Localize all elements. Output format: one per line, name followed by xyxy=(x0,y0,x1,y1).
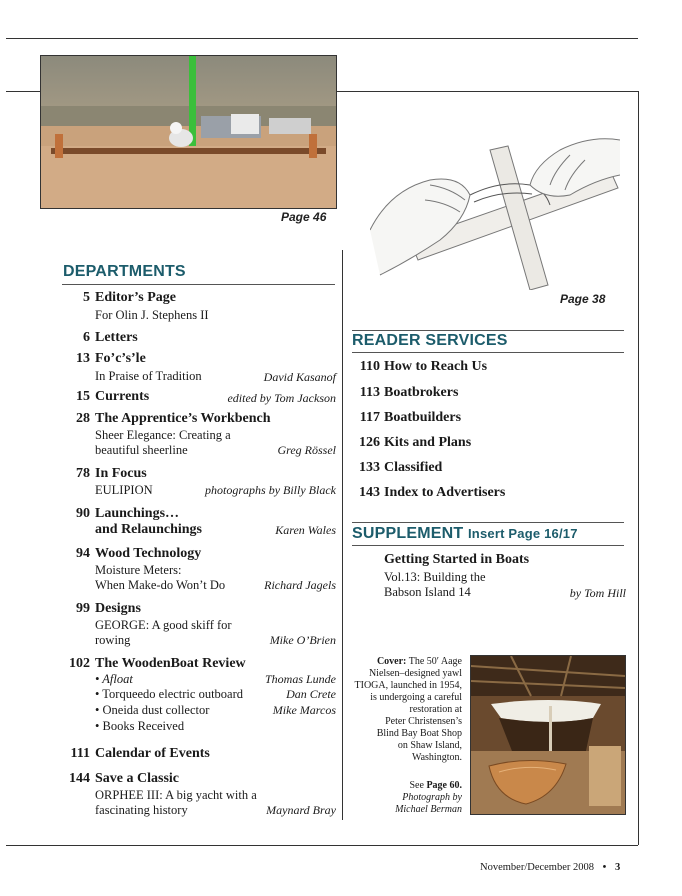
page-number: 94 xyxy=(76,546,90,561)
page-number: 126 xyxy=(359,435,380,450)
page-number: 15 xyxy=(76,389,90,404)
supplement-heading xyxy=(352,525,578,543)
review-item: • Oneida dust collector xyxy=(95,703,210,717)
review-item: • Afloat xyxy=(95,672,133,686)
cover-photo xyxy=(470,655,626,815)
entry-author: David Kasanof xyxy=(263,370,336,384)
review-author: Thomas Lunde xyxy=(264,672,336,686)
column-divider xyxy=(342,250,343,820)
cover-credit: Photograph by xyxy=(402,792,462,803)
page-number: 90 xyxy=(76,506,90,521)
frame-right-rule xyxy=(638,91,639,845)
page-number: 13 xyxy=(76,351,90,366)
review-item: • Torqueedo electric outboard xyxy=(95,687,244,701)
departments-list xyxy=(60,0,340,896)
page-number: 143 xyxy=(359,485,380,500)
cover-label: Cover: xyxy=(376,656,407,667)
supplement-entry[interactable] xyxy=(384,552,626,602)
entry-title: Calendar of Events xyxy=(95,746,210,761)
cover-see-page xyxy=(350,780,462,816)
supplement-insert-page: Insert Page 16/17 xyxy=(468,526,578,541)
cover-caption-line: is undergoing a careful xyxy=(370,692,462,703)
page-number: 110 xyxy=(359,359,380,374)
entry-title: Editor’s Page xyxy=(95,290,176,305)
entry-author: Richard Jagels xyxy=(264,578,336,592)
supplement-label: SUPPLEMENT xyxy=(352,525,464,542)
entry-title: Designs xyxy=(95,601,141,616)
page-number: 5 xyxy=(83,290,90,305)
entry-subtitle: Vol.13: Building the xyxy=(384,570,486,584)
entry-title: Wood Technology xyxy=(95,546,202,561)
cover-caption-line: Nielsen–designed yawl xyxy=(368,668,462,679)
entry-subtitle: ORPHEE III: A big yacht with a xyxy=(95,788,257,802)
entry-title: Boatbuilders xyxy=(384,410,462,425)
cover-caption-line: restoration at xyxy=(409,704,462,715)
cover-see: See xyxy=(409,780,424,791)
entry-subtitle: Sheer Elegance: Creating a xyxy=(95,428,231,442)
entry-author: photographs by Billy Black xyxy=(205,483,336,497)
entry-title-line2: and Relaunchings xyxy=(95,522,202,537)
page-number: 111 xyxy=(70,746,90,761)
entry-subtitle: Moisture Meters: xyxy=(95,563,182,577)
entry-title: In Focus xyxy=(95,466,147,481)
cover-see-page-ref: Page 60. xyxy=(426,780,462,791)
page-number-footer: 3 xyxy=(614,862,621,873)
entry-title: How to Reach Us xyxy=(384,359,488,374)
entry-subtitle-line2: Babson Island 14 xyxy=(384,585,471,599)
page-number: 144 xyxy=(69,771,90,786)
footer-bullet: • xyxy=(602,862,607,873)
cover-caption-line: TIOGA, launched in 1954, xyxy=(354,680,462,691)
page-number: 78 xyxy=(76,466,90,481)
entry-title: Getting Started in Boats xyxy=(384,552,530,567)
issue-date: November/December 2008 xyxy=(480,862,594,873)
entry-title: Index to Advertisers xyxy=(384,485,506,500)
cover-see-line xyxy=(350,780,462,792)
entry-author: by Tom Hill xyxy=(569,586,626,600)
entry-subtitle-line2: When Make-do Won’t Do xyxy=(95,578,226,592)
review-author: Mike Marcos xyxy=(272,703,336,717)
entry-author: Greg Rössel xyxy=(277,443,336,457)
sketch-page-caption: Page 38 xyxy=(560,292,606,306)
entry-title: Kits and Plans xyxy=(384,435,472,450)
review-author: Dan Crete xyxy=(286,687,336,701)
page-number: 99 xyxy=(76,601,90,616)
entry-subtitle-line2: beautiful sheerline xyxy=(95,443,188,457)
cover-caption-text: The 50′ Aage xyxy=(408,656,462,667)
landsailer-page-caption: Page 46 xyxy=(281,210,327,224)
cover-caption xyxy=(350,656,462,764)
cover-caption-line xyxy=(350,656,462,668)
page-number: 117 xyxy=(359,410,380,425)
page-number: 113 xyxy=(359,385,380,400)
cover-credit-name: Michael Berman xyxy=(395,804,462,815)
entry-subtitle-line2: fascinating history xyxy=(95,803,188,817)
entry-title: Fo’c’s’le xyxy=(95,351,146,366)
cover-caption-line: Washington. xyxy=(411,752,462,763)
entry-subtitle-line2: rowing xyxy=(95,633,131,647)
page-number: 28 xyxy=(76,411,90,426)
entry-subtitle: EULIPION xyxy=(95,483,153,497)
supplement-top-rule xyxy=(352,522,624,523)
entry-title: Classified xyxy=(384,460,443,475)
entry-subtitle: GEORGE: A good skiff for xyxy=(95,618,232,632)
page-number: 133 xyxy=(359,460,380,475)
entry-title: Letters xyxy=(95,330,138,345)
page-number: 6 xyxy=(83,330,90,345)
entry-title: Boatbrokers xyxy=(384,385,459,400)
entry-title: Currents xyxy=(95,389,150,404)
entry-subtitle: In Praise of Tradition xyxy=(95,369,202,383)
page-number: 102 xyxy=(69,656,90,671)
entry-author: Karen Wales xyxy=(275,523,336,537)
cover-caption-line: Blind Bay Boat Shop xyxy=(376,728,462,739)
entry-title: Launchings… xyxy=(95,506,180,521)
supplement-rule xyxy=(352,545,624,546)
reader-services-heading: READER SERVICES xyxy=(352,332,508,349)
cover-caption-line: Peter Christensen’s xyxy=(385,716,462,727)
footer xyxy=(480,862,620,873)
entry-title: The Apprentice’s Workbench xyxy=(95,411,271,426)
entry-title: Save a Classic xyxy=(95,771,179,786)
entry-author: Maynard Bray xyxy=(266,803,336,817)
entry-author: edited by Tom Jackson xyxy=(227,391,336,405)
departments-heading: DEPARTMENTS xyxy=(63,263,186,280)
entry-title: The WoodenBoat Review xyxy=(95,656,246,671)
entry-author: Mike O’Brien xyxy=(269,633,336,647)
review-item: • Books Received xyxy=(95,719,185,733)
entry-subtitle: For Olin J. Stephens II xyxy=(95,308,209,322)
cover-caption-line: on Shaw Island, xyxy=(397,740,462,751)
